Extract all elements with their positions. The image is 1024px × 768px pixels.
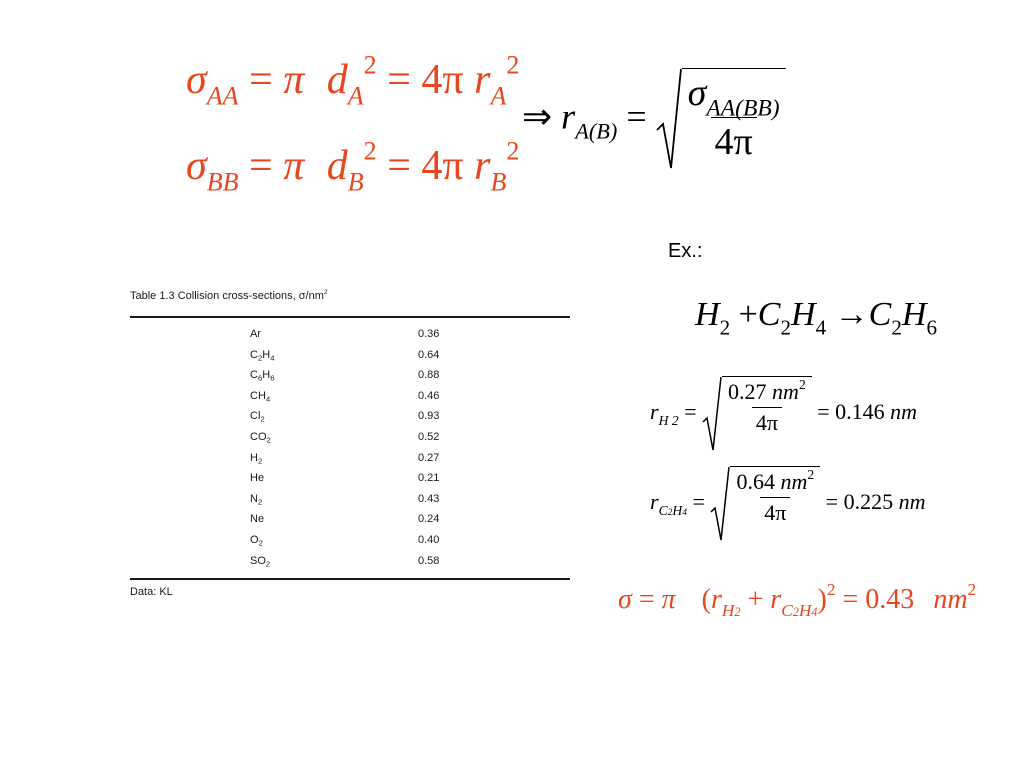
sigma-bb-formula: $\sigma_{BB} = \pi$ $d_B^2 = 4\pi$ $r_B^2$ <box>186 136 520 197</box>
cross-section-value: 0.21 <box>418 472 440 485</box>
cross-section-value: 0.40 <box>418 533 440 546</box>
species-cell: $N_2$ <box>250 492 263 507</box>
species-cell: $CH_4$ <box>250 389 271 404</box>
radical-icon <box>702 376 722 452</box>
radical-icon <box>710 466 730 542</box>
species-cell: $CO_2$ <box>250 430 271 445</box>
table-row <box>130 470 570 491</box>
square-root-sign: $\frac{0.64 nm^2}{4\pi}$ <box>710 466 820 542</box>
radical-icon <box>656 68 682 172</box>
r-c2h4-formula: $r_{C2H4}$ = $\frac{0.64 nm^2}{4\pi}$ = 0.225 nm <box>650 466 925 542</box>
table-body <box>130 326 570 573</box>
cross-section-value: 0.52 <box>418 430 440 443</box>
species-cell: $C_2H_4$ <box>250 348 275 362</box>
table-row <box>130 532 570 553</box>
reaction-equation: $H_2 +C_2H_4 \to C_2H_6$ <box>695 296 937 340</box>
sigma-result-formula: σ = π $(r_{H2} + r_{C2H4})^2 = 0.43$ $nm^2$ <box>618 579 977 620</box>
table-row <box>130 450 570 471</box>
cross-section-value: 0.24 <box>418 513 440 526</box>
square-root-sign: $\frac{0.27 nm^2}{4\pi}$ <box>702 376 812 452</box>
table-row <box>130 408 570 429</box>
sigma-aa-formula: $\sigma_{AA} = \pi$ $d_A^2 = 4\pi$ $r_A^2$ <box>186 50 520 111</box>
cross-section-value: 0.64 <box>418 348 440 361</box>
example-label: Ex.: <box>668 240 703 262</box>
cross-section-value: 0.46 <box>418 389 440 402</box>
table-row <box>130 511 570 532</box>
species-cell: $C_6H_6$ <box>250 369 275 383</box>
table-bottom-rule <box>130 578 570 580</box>
cross-section-value: 0.88 <box>418 369 440 382</box>
table-row <box>130 367 570 388</box>
species-cell: $H_2$ <box>250 451 263 465</box>
table-row <box>130 491 570 512</box>
table-top-rule <box>130 316 570 318</box>
species-cell: Ne <box>250 513 265 526</box>
cross-section-value: 0.43 <box>418 492 440 505</box>
table-note: Data: KL <box>130 586 173 598</box>
species-cell: $O_2$ <box>250 533 263 548</box>
r-h2-formula: $r_{H 2}$ = $\frac{0.27 nm^2}{4\pi}$ = 0.146 nm <box>650 376 917 452</box>
table-row <box>130 553 570 574</box>
table-row <box>130 429 570 450</box>
table-caption: Table 1.3 Collision cross-sections, $\sigma/nm^2$ <box>130 288 328 302</box>
cross-section-value: 0.27 <box>418 451 440 464</box>
cross-section-value: 0.36 <box>418 328 440 340</box>
species-cell: Ar <box>250 328 261 340</box>
table-row <box>130 326 570 347</box>
table-row <box>130 347 570 368</box>
cross-section-value: 0.58 <box>418 554 440 567</box>
collision-cross-section-table <box>130 286 572 606</box>
radius-formula: ⇒ $r_{A(B)}$ = $\frac{\sigma_{AA(BB)}}{4\pi}$ <box>522 68 786 172</box>
square-root-sign: $\frac{\sigma_{AA(BB)}}{4\pi}$ <box>656 68 786 172</box>
species-cell: $Cl_2$ <box>250 410 265 424</box>
cross-section-value: 0.93 <box>418 410 440 423</box>
species-cell: $SO_2$ <box>250 554 271 568</box>
species-cell: He <box>250 472 265 485</box>
table-row <box>130 388 570 409</box>
